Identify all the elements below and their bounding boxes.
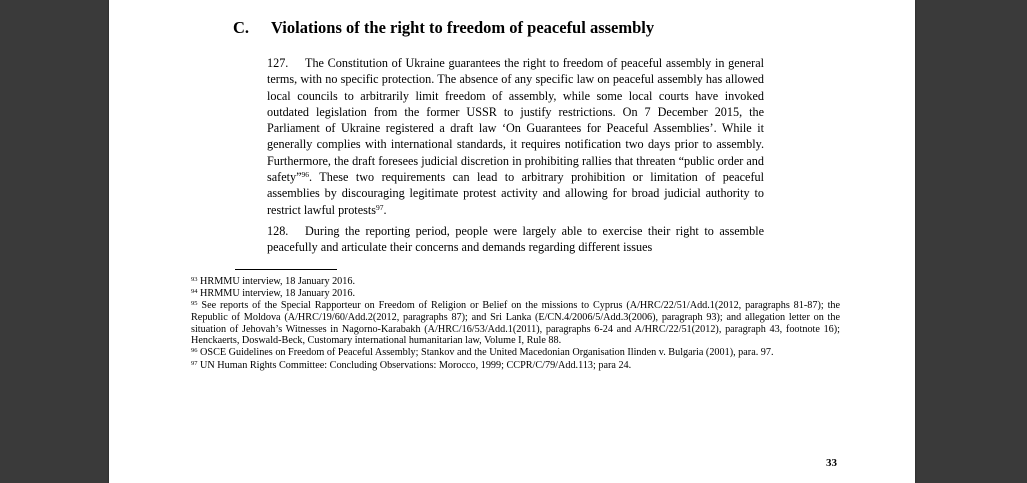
footnote-97: [191, 360, 840, 372]
paragraph-number: 127.: [267, 56, 289, 70]
document-page: [109, 0, 915, 483]
footnote-text: HRMMU interview, 18 January 2016.: [200, 276, 356, 287]
footnote-93: [191, 276, 840, 288]
paragraph-text: The Constitution of Ukraine guarantees the right to freedom of peaceful assembly in general terms, with no specific protection. The absence of any specific law on peaceful assembly has allowed local councils to arbitrarily limit freedom of assembly, while some local courts have invoked outdated legislation from the former USSR to justify restrictions. On 7 December 2015, the Parliament of Ukraine registered a draft law ‘On Guarantees for Peaceful Assemblies’. While it generally complies with international standards, it requires notification two days prior to assembly. Furthermore, the draft foresees judicial discretion in prohibiting rallies that threaten “public order and safety”: [267, 56, 764, 185]
footnote-text: See reports of the Special Rapporteur on Freedom of Religion or Belief on the missions to Cyprus (A/HRC/22/51/Add.1(2012, paragraphs 81-87); the Republic of Moldova (A/HRC/19/60/Add.2(2012, paragraphs 87); and Sri Lanka (E/CN.4/2006/5/Add.3(2006), paragraph 93); and allegation letter on the situation of Jehovah’s Witnesses in Nagorno-Karabakh (A/HRC/16/53/Add.1(2011), paragraphs 6-24 and A/HRC/22/51(2012), paragraph 43, footnote 16); Henckaerts, Doswald-Beck, Customary international humanitarian law, Volume I, Rule 88.: [191, 300, 841, 347]
paragraph-text: . These two requirements can lead to arbitrary prohibition or limitation of peaceful assemblies by discouraging legitimate protest activity and allowing for broad judicial authority to restrict lawful protests: [267, 170, 764, 217]
footnote-94: [191, 288, 840, 300]
footnote-text: OSCE Guidelines on Freedom of Peaceful Assembly; Stankov and the United Macedonian Organisation Ilinden v. Bulgaria (2001), para. 97.: [200, 347, 774, 359]
paragraph-127: [267, 55, 764, 218]
paragraph-128: [267, 223, 764, 256]
footnote-text: UN Human Rights Committee: Concluding Observations: Morocco, 1999; CCPR/C/79/Add.113; para 24.: [200, 359, 632, 371]
footnote-separator: [235, 269, 337, 270]
footnotes: [191, 276, 840, 372]
footnote-ref[interactable]: 97: [375, 202, 384, 212]
section-title: Violations of the right to freedom of peaceful assembly: [271, 18, 655, 37]
paragraph-text: During the reporting period, people were largely able to exercise their right to assemble peacefully and articulate their concerns and demands regarding different issues: [267, 224, 764, 255]
footnote-95: [191, 300, 840, 346]
footnote-number: 94: [191, 288, 198, 296]
footnote-text: HRMMU interview, 18 January 2016.: [200, 288, 356, 300]
paragraph-text: .: [383, 202, 387, 217]
footnote-96: [191, 347, 840, 359]
section-heading: [233, 18, 654, 38]
paragraph-number: 128.: [267, 224, 289, 238]
footnote-number: 97: [191, 359, 198, 367]
section-letter: C.: [233, 18, 250, 37]
footnote-number: 93: [191, 276, 198, 283]
page-number: 33: [826, 457, 837, 469]
footnote-ref[interactable]: 96: [301, 170, 310, 180]
footnote-number: 95: [191, 300, 198, 308]
footnote-number: 96: [191, 347, 198, 355]
